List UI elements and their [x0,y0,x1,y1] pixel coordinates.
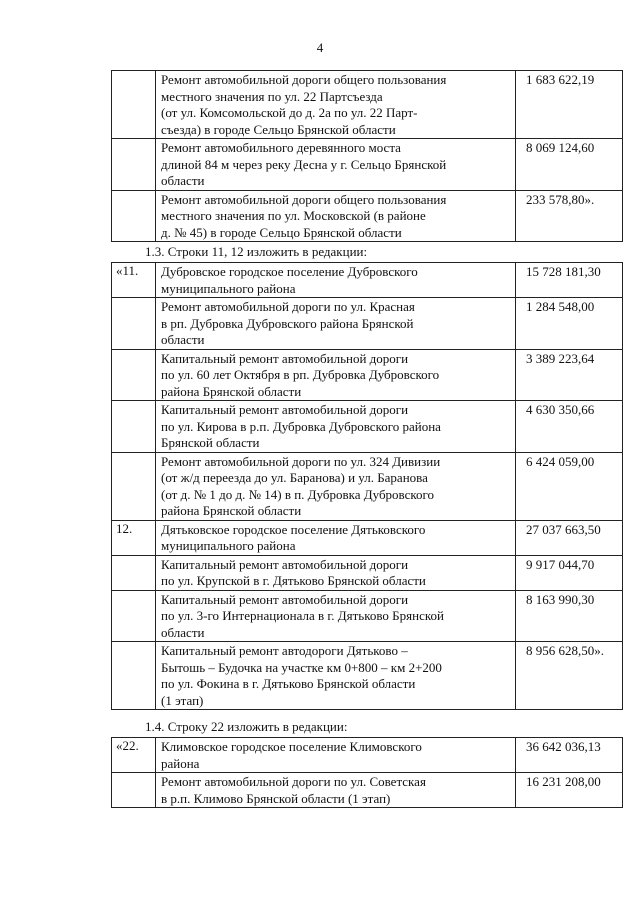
budget-table-part-1 [111,70,623,242]
row-description [156,401,516,453]
budget-table-part-2 [111,262,623,710]
row-number [112,139,156,191]
row-description [156,190,516,242]
row-amount: 36 642 036,13 [516,738,623,773]
description-line: Капитальный ремонт автомобильной дороги [161,591,409,607]
row-number [112,642,156,710]
section-caption-1-4: 1.4. Строку 22 изложить в редакции: [145,719,348,734]
table-row [112,298,623,350]
description-line: Капитальный ремонт автомобильной дороги [161,402,409,417]
description-line: района Брянской области [161,383,302,399]
table-row [112,555,623,590]
description-line: по ул. Крупской в г. Дятьково Брянской области [161,573,426,588]
table-row [112,263,623,298]
description-line: области [161,332,205,347]
description-line: Ремонт автомобильной дороги по ул. Красная [161,299,415,314]
row-amount: 8 069 124,60 [516,139,623,191]
description-line: Ремонт автомобильной дороги по ул. Советская [161,774,426,789]
row-description [156,773,516,808]
table-row [112,773,623,808]
table-row [112,401,623,453]
description-line: (от ж/д переезда до ул. Баранова) и ул. Баранова [161,470,428,485]
row-number [112,590,156,642]
table-row [112,738,623,773]
row-amount: 8 956 628,50». [516,642,623,710]
budget-table-part-3 [111,737,623,808]
description-line: в р.п. Климово Брянской области (1 этап) [161,790,391,806]
row-amount: 233 578,80». [516,190,623,242]
description-line: по ул. 3-го Интернационала в г. Дятьково Брянской [161,608,444,623]
table-row [112,642,623,710]
description-line: по ул. Фокина в г. Дятьково Брянской области [161,676,416,691]
description-line: области [161,173,205,188]
row-number: 12. [112,520,156,555]
description-line: местного значения по ул. 22 Партсъезда [161,88,383,104]
row-number [112,298,156,350]
row-amount: 15 728 181,30 [516,263,623,298]
row-description [156,139,516,191]
description-line: муниципального района [161,538,296,553]
row-amount: 1 284 548,00 [516,298,623,350]
description-line: Бытошь – Будочка на участке км 0+800 – км 2+200 [161,659,442,675]
row-description [156,738,516,773]
row-number [112,190,156,242]
table-row [112,452,623,520]
row-amount: 8 163 990,30 [516,590,623,642]
row-description [156,263,516,298]
table-row [112,520,623,555]
row-amount: 6 424 059,00 [516,452,623,520]
description-line: Ремонт автомобильной дороги общего пользования [161,72,447,87]
description-line: Капитальный ремонт автомобильной дороги [161,350,409,366]
row-amount: 9 917 044,70 [516,555,623,590]
row-description [156,452,516,520]
row-number [112,773,156,808]
table-row [112,71,623,139]
row-amount: 1 683 622,19 [516,71,623,139]
description-line: муниципального района [161,280,296,296]
description-line: района [161,755,200,771]
row-description [156,349,516,401]
description-line: Ремонт автомобильной дороги по ул. 324 Дивизии [161,453,441,469]
description-line: района Брянской области [161,503,302,518]
row-amount: 27 037 663,50 [516,520,623,555]
table-row [112,139,623,191]
description-line: (1 этап) [161,692,204,708]
description-line: области [161,624,205,640]
table-row [112,349,623,401]
row-number [112,401,156,453]
row-number [112,452,156,520]
description-line: Ремонт автомобильного деревянного моста [161,140,401,155]
row-description [156,298,516,350]
row-number: «22. [112,738,156,773]
row-amount: 4 630 350,66 [516,401,623,453]
row-description [156,71,516,139]
row-number [112,349,156,401]
description-line: Дятьковское городское поселение Дятьковского [161,521,426,537]
description-line: съезда) в городе Сельцо Брянской области [161,121,396,137]
description-line: местного значения по ул. Московской (в районе [161,208,426,223]
row-amount: 3 389 223,64 [516,349,623,401]
description-line: д. № 45) в городе Сельцо Брянской области [161,224,402,240]
description-line: Дубровское городское поселение Дубровского [161,264,418,279]
table-row [112,590,623,642]
description-line: (от д. № 1 до д. № 14) в п. Дубровка Дубровского [161,486,435,502]
table-row [112,190,623,242]
description-line: Капитальный ремонт автодороги Дятьково – [161,643,408,658]
description-line: Климовское городское поселение Климовского [161,739,422,754]
description-line: длиной 84 м через реку Десна у г. Сельцо Брянской [161,156,447,172]
row-number: «11. [112,263,156,298]
row-description [156,642,516,710]
description-line: (от ул. Комсомольской до д. 2а по ул. 22 Парт- [161,105,418,120]
row-description [156,520,516,555]
row-description [156,590,516,642]
section-caption-1-3: 1.3. Строки 11, 12 изложить в редакции: [145,244,368,259]
row-description [156,555,516,590]
row-number [112,555,156,590]
description-line: в рп. Дубровка Дубровского района Брянской [161,315,414,331]
page-number: 4 [316,40,324,55]
description-line: Капитальный ремонт автомобильной дороги [161,556,409,572]
row-number [112,71,156,139]
description-line: по ул. 60 лет Октября в рп. Дубровка Дубровского [161,367,440,382]
description-line: Брянской области [161,435,260,450]
description-line: по ул. Кирова в р.п. Дубровка Дубровского района [161,418,441,434]
row-amount: 16 231 208,00 [516,773,623,808]
description-line: Ремонт автомобильной дороги общего пользования [161,191,447,207]
